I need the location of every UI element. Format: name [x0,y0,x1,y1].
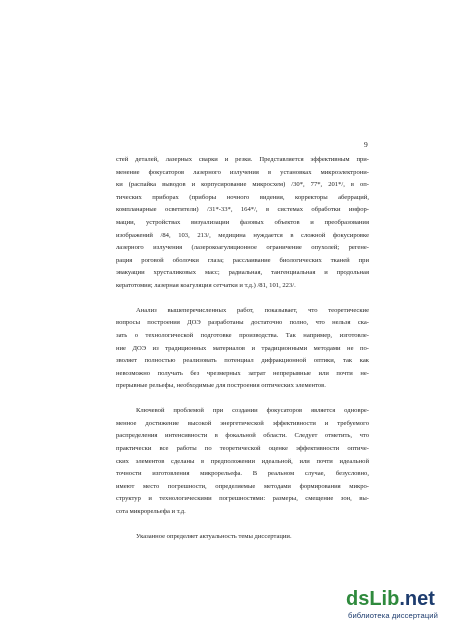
logo-part-dslib: dsLib [346,588,400,610]
text-line: имеют место погрешности, определяемые методами формирования микро- [116,482,369,490]
dslib-logo [346,588,435,610]
text-line: практически все работы по теоретической оценке эффективности оптиче- [116,445,369,453]
text-line: лазерного излучения (лазерокоагуляционное ограничение опухолей; регене- [116,244,369,252]
text-line: кератотомия; лазерная коагуляция сетчатки и т.д.) /81, 101, 223/. [116,281,296,289]
watermark-subtitle: библиотека диссертаций [348,611,438,620]
text-line: сота микрорельефа и т.д. [116,508,186,516]
paragraph-3 [116,405,369,518]
text-line: мации, устройствах визуализации фазовых объектов и преобразования [116,218,369,226]
paragraph-2 [116,305,369,393]
text-line: Анализ вышеперечисленных работ, показывает, что теоретические [136,306,369,314]
text-line: прерывные рельефы, необходимые для построения оптических элементов. [116,382,326,390]
text-line: Ключевой проблемой при создании фокусаторов является одновре- [136,407,369,415]
text-line: зволяет полностью реализовать потенциал дифракционной оптики, так как [116,357,369,365]
dslib-watermark [346,588,446,632]
text-line: тических приборах (приборы ночного видения, корректоры аберраций, [116,193,369,201]
text-line: изображений /84, 103, 213/, медицина нуждается в сложной фокусировке [116,231,369,239]
text-line: невозможно получать без чрезмерных затрат непрерывные или почти не- [116,369,369,377]
paragraph-1 [116,154,369,293]
document-body [116,154,369,544]
text-line: структур и технологическими погрешностями: размеры, смещение зон, вы- [116,495,369,503]
text-line: менение фокусаторов лазерного излучения в установках микроэлектрони- [116,168,369,176]
text-line: точности изготовления микрорельефа. В реальном случае, безусловно, [116,470,369,478]
text-line: эвакуации хрусталиковых масс; радиальная, тангенциальная и продольная [116,269,369,277]
text-line: вопросы построения ДОЭ разработаны достаточно полно, что нельзя ска- [116,319,369,327]
text-line: компланарные осветители) /31*-33*, 164*/, в системах обработки инфор- [116,206,369,214]
text-line: распределения интенсивности в фокальной области. Следует отметить, что [116,432,369,440]
text-line: ки (распайка выводов и корпусирование микросхем) /30*, 77*, 201*/, в оп- [116,181,369,189]
text-line: ние ДОЭ из традиционных материалов и традиционными методами не по- [116,344,369,352]
page-number: 9 [364,140,368,149]
text-line: рация роговой оболочки глаза; расслаивание биологических тканей при [116,256,369,264]
paragraph-4 [116,531,369,544]
text-line: Указанное определяет актуальность темы диссертации. [136,532,292,540]
text-line: ских элементов сделаны в предположении идеальной, или почти идеальной [116,457,369,465]
text-line: стей деталей, лазерных сварки и резки. Представляется эффективным при- [116,156,369,163]
logo-part-net: .net [399,588,435,610]
text-line: менное достижение высокой энергетической эффективности и требуемого [116,419,369,427]
text-line: зать о технологической подготовке производства. Так например, изготовле- [116,332,369,340]
